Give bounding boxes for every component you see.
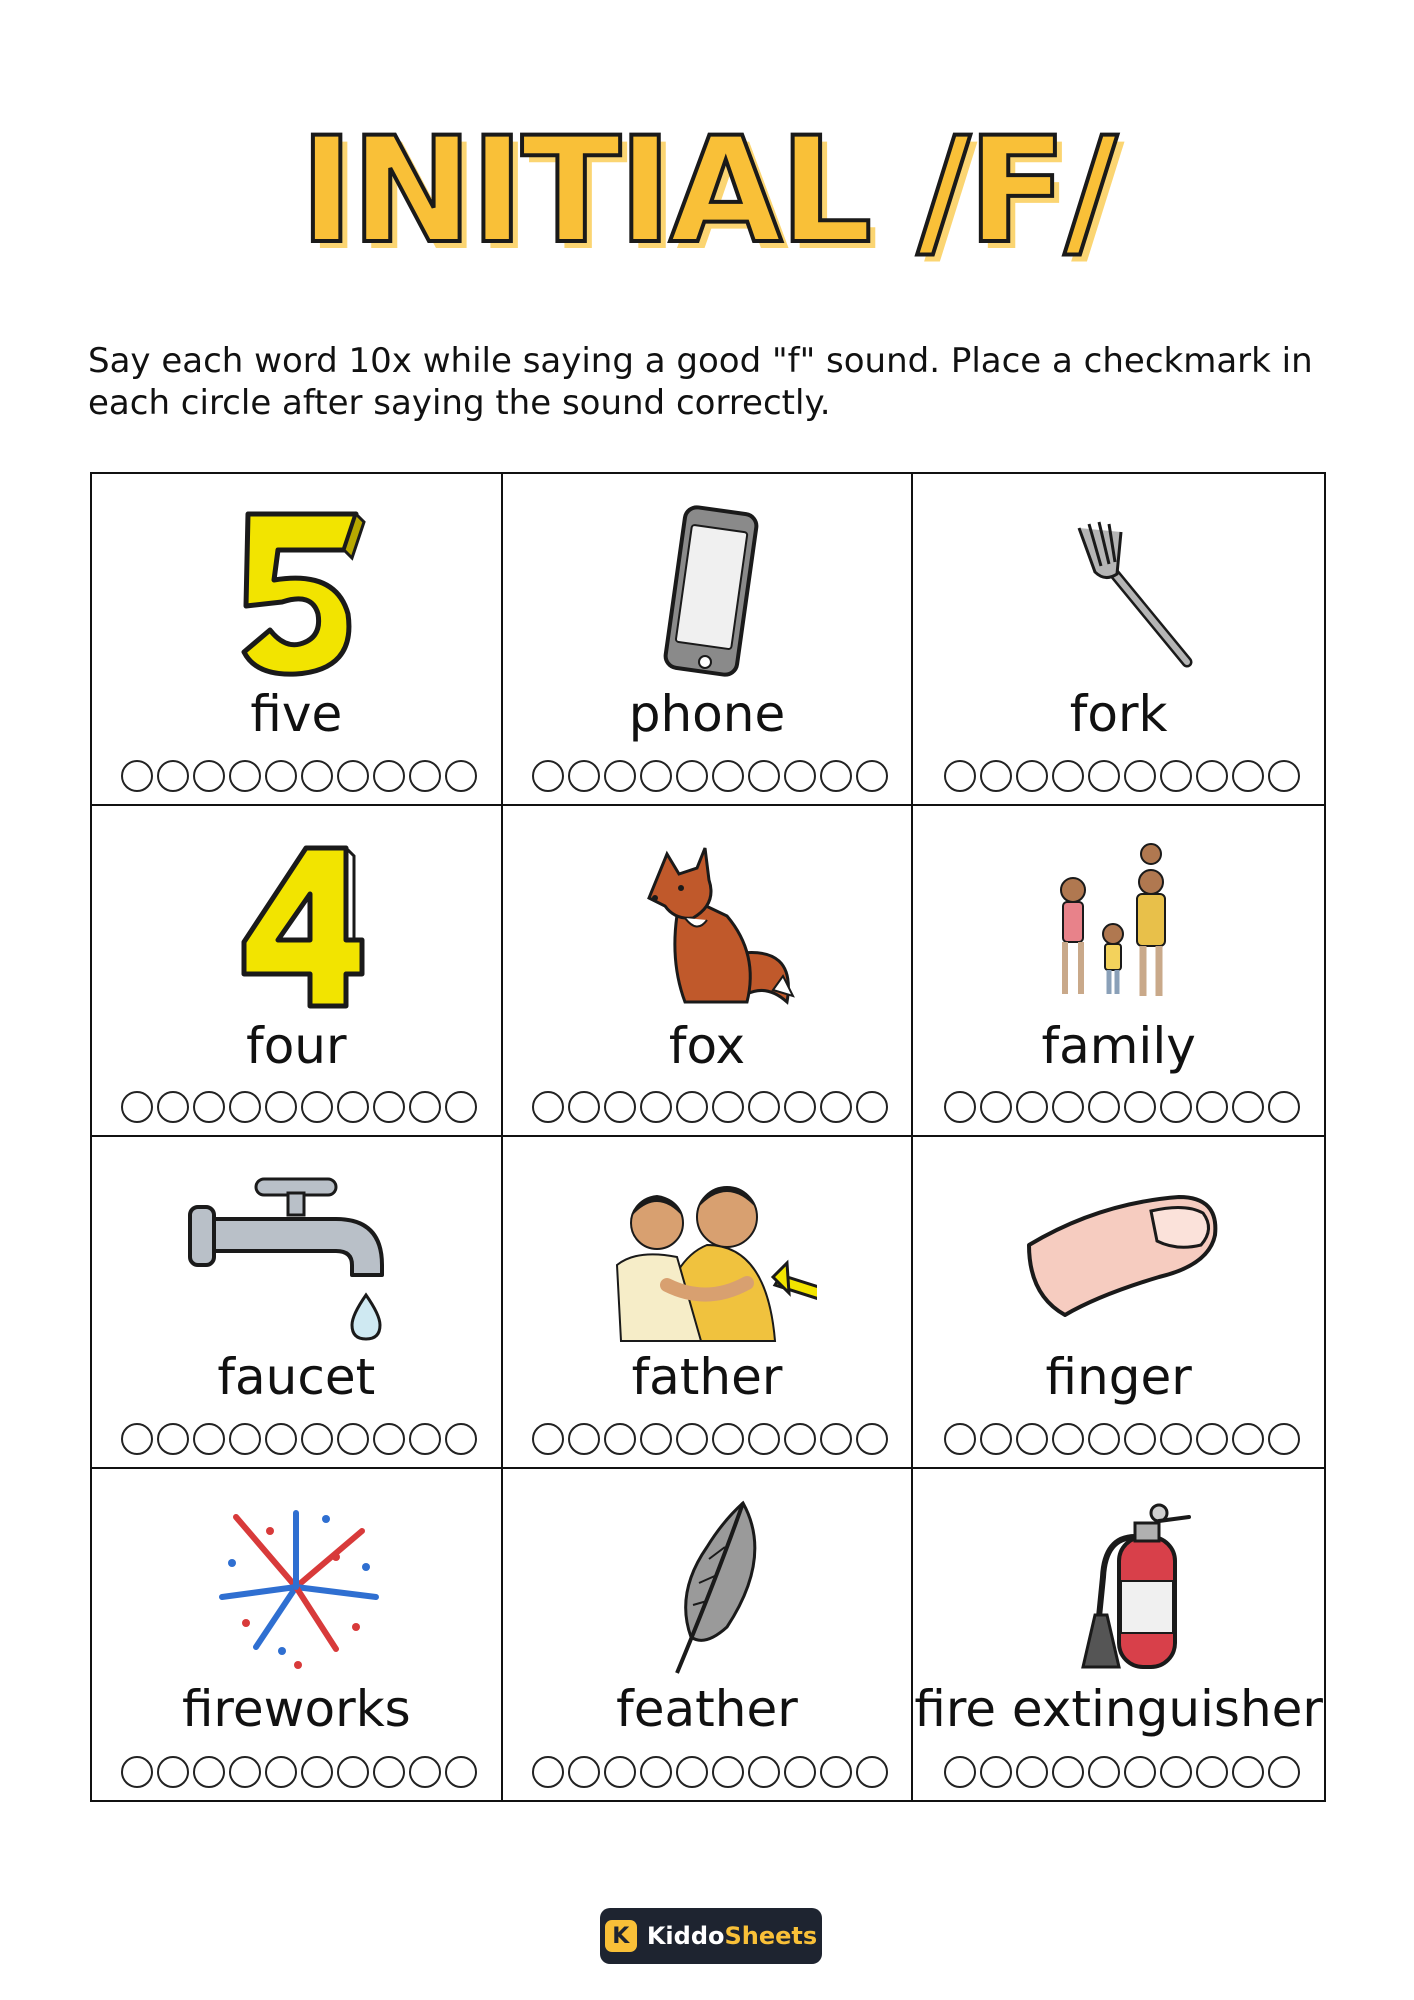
check-circle[interactable]	[157, 1091, 189, 1123]
word-label: phone	[628, 685, 786, 743]
check-circle[interactable]	[193, 1756, 225, 1788]
check-circle[interactable]	[373, 1756, 405, 1788]
check-circle[interactable]	[1232, 1423, 1264, 1455]
check-circle[interactable]	[409, 1423, 441, 1455]
check-circle[interactable]	[229, 1423, 261, 1455]
check-circle[interactable]	[784, 1091, 816, 1123]
check-circle[interactable]	[337, 1423, 369, 1455]
check-circle[interactable]	[337, 1756, 369, 1788]
check-circle[interactable]	[121, 1091, 153, 1123]
check-circle[interactable]	[1232, 760, 1264, 792]
check-circle[interactable]	[1124, 1423, 1156, 1455]
check-circle[interactable]	[409, 1756, 441, 1788]
check-circle[interactable]	[980, 760, 1012, 792]
word-label: fireworks	[181, 1679, 411, 1738]
check-circle[interactable]	[604, 1423, 636, 1455]
finger-icon	[1009, 1165, 1229, 1345]
check-circle[interactable]	[1232, 1756, 1264, 1788]
check-circle[interactable]	[265, 760, 297, 792]
check-circle[interactable]	[1088, 1756, 1120, 1788]
check-circle[interactable]	[301, 1756, 333, 1788]
checkmark-circles	[521, 1091, 900, 1123]
check-circle[interactable]	[712, 1091, 744, 1123]
check-circle[interactable]	[604, 1091, 636, 1123]
checkmark-circles	[110, 1091, 489, 1123]
check-circle[interactable]	[1160, 1423, 1192, 1455]
word-label: fire extinguisher	[914, 1679, 1323, 1738]
kiddosheets-logo	[600, 1908, 822, 1964]
word-card	[913, 1137, 1324, 1469]
word-label: finger	[1045, 1348, 1192, 1406]
check-circle[interactable]	[712, 1756, 744, 1788]
check-circle[interactable]	[445, 1756, 477, 1788]
check-circle[interactable]	[784, 1756, 816, 1788]
check-circle[interactable]	[337, 1091, 369, 1123]
check-circle[interactable]	[944, 1756, 976, 1788]
word-label: feather	[616, 1679, 798, 1738]
logo-letter: K	[605, 1920, 637, 1952]
check-circle[interactable]	[229, 1756, 261, 1788]
check-circle[interactable]	[121, 760, 153, 792]
check-circle[interactable]	[121, 1423, 153, 1455]
number-five-icon	[186, 502, 406, 682]
check-circle[interactable]	[409, 760, 441, 792]
check-circle[interactable]	[1196, 1756, 1228, 1788]
check-circle[interactable]	[337, 760, 369, 792]
check-circle[interactable]	[301, 1091, 333, 1123]
checkmark-circles	[521, 1756, 900, 1788]
word-card	[92, 1137, 503, 1469]
checkmark-circles	[931, 760, 1312, 792]
check-circle[interactable]	[820, 1423, 852, 1455]
word-grid	[90, 472, 1326, 1802]
check-circle[interactable]	[1088, 1091, 1120, 1123]
checkmark-circles	[521, 760, 900, 792]
word-label: fox	[668, 1016, 746, 1075]
instructions-text: Say each word 10x while saying a good "f" sound. Place a checkmark in each circle after saying the sound correctly.	[88, 341, 1313, 423]
faucet-icon	[186, 1165, 406, 1345]
checkmark-circles	[110, 1756, 489, 1788]
checkmark-circles	[110, 760, 489, 792]
check-circle[interactable]	[1088, 760, 1120, 792]
check-circle[interactable]	[748, 760, 780, 792]
check-circle[interactable]	[373, 1423, 405, 1455]
check-circle[interactable]	[980, 1756, 1012, 1788]
word-card	[92, 1469, 503, 1801]
check-circle[interactable]	[944, 1091, 976, 1123]
word-card	[913, 474, 1324, 806]
checkmark-circles	[931, 1423, 1312, 1455]
check-circle[interactable]	[1052, 1756, 1084, 1788]
checkmark-circles	[931, 1091, 1312, 1123]
check-circle[interactable]	[1268, 1756, 1300, 1788]
check-circle[interactable]	[1124, 1756, 1156, 1788]
check-circle[interactable]	[1196, 1091, 1228, 1123]
check-circle[interactable]	[1016, 1423, 1048, 1455]
check-circle[interactable]	[373, 1091, 405, 1123]
word-card	[913, 1469, 1324, 1801]
check-circle[interactable]	[568, 1756, 600, 1788]
check-circle[interactable]	[784, 1423, 816, 1455]
feather-icon	[597, 1497, 817, 1677]
check-circle[interactable]	[856, 1091, 888, 1123]
check-circle[interactable]	[640, 1091, 672, 1123]
check-circle[interactable]	[1016, 1756, 1048, 1788]
word-label: family	[1041, 1016, 1196, 1075]
checkmark-circles	[521, 1423, 900, 1455]
check-circle[interactable]	[409, 1091, 441, 1123]
check-circle[interactable]	[532, 1091, 564, 1123]
check-circle[interactable]	[121, 1756, 153, 1788]
word-card	[503, 1469, 914, 1801]
check-circle[interactable]	[676, 1423, 708, 1455]
check-circle[interactable]	[445, 760, 477, 792]
word-label: four	[246, 1016, 347, 1075]
check-circle[interactable]	[712, 760, 744, 792]
check-circle[interactable]	[856, 1423, 888, 1455]
check-circle[interactable]	[604, 1756, 636, 1788]
check-circle[interactable]	[1016, 760, 1048, 792]
check-circle[interactable]	[265, 1756, 297, 1788]
check-circle[interactable]	[980, 1423, 1012, 1455]
check-circle[interactable]	[568, 1423, 600, 1455]
word-card	[92, 806, 503, 1138]
check-circle[interactable]	[604, 760, 636, 792]
check-circle[interactable]	[1232, 1091, 1264, 1123]
fork-icon	[1009, 502, 1229, 682]
check-circle[interactable]	[568, 760, 600, 792]
check-circle[interactable]	[445, 1091, 477, 1123]
check-circle[interactable]	[1268, 1091, 1300, 1123]
word-card	[92, 474, 503, 806]
check-circle[interactable]	[193, 1423, 225, 1455]
check-circle[interactable]	[157, 1756, 189, 1788]
check-circle[interactable]	[1052, 760, 1084, 792]
check-circle[interactable]	[748, 1756, 780, 1788]
check-circle[interactable]	[157, 1423, 189, 1455]
check-circle[interactable]	[1160, 1756, 1192, 1788]
check-circle[interactable]	[1124, 1091, 1156, 1123]
word-label: faucet	[217, 1348, 376, 1406]
check-circle[interactable]	[1052, 1091, 1084, 1123]
check-circle[interactable]	[856, 1756, 888, 1788]
fox-icon	[597, 834, 817, 1014]
fire-extinguisher-icon	[1009, 1497, 1229, 1677]
check-circle[interactable]	[532, 1756, 564, 1788]
check-circle[interactable]	[568, 1091, 600, 1123]
check-circle[interactable]	[1088, 1423, 1120, 1455]
check-circle[interactable]	[301, 760, 333, 792]
check-circle[interactable]	[820, 760, 852, 792]
check-circle[interactable]	[1268, 1423, 1300, 1455]
check-circle[interactable]	[532, 1423, 564, 1455]
family-icon	[1009, 834, 1229, 1014]
word-card	[503, 806, 914, 1138]
page-title: INITIAL /F/	[299, 106, 1115, 276]
check-circle[interactable]	[640, 1756, 672, 1788]
check-circle[interactable]	[640, 1423, 672, 1455]
check-circle[interactable]	[1196, 760, 1228, 792]
check-circle[interactable]	[1160, 760, 1192, 792]
check-circle[interactable]	[193, 1091, 225, 1123]
checkmark-circles	[110, 1423, 489, 1455]
check-circle[interactable]	[712, 1423, 744, 1455]
check-circle[interactable]	[157, 760, 189, 792]
word-label: five	[250, 685, 343, 743]
logo-text	[647, 1922, 817, 1950]
phone-icon	[597, 502, 817, 682]
word-card	[913, 806, 1324, 1138]
word-card	[503, 474, 914, 806]
check-circle[interactable]	[748, 1091, 780, 1123]
check-circle[interactable]	[944, 1423, 976, 1455]
number-four-icon	[186, 834, 406, 1014]
logo-name-part1: Kiddo	[646, 1922, 725, 1950]
check-circle[interactable]	[1268, 760, 1300, 792]
father-hug-icon	[597, 1165, 817, 1345]
check-circle[interactable]	[676, 1091, 708, 1123]
check-circle[interactable]	[265, 1423, 297, 1455]
word-label: fork	[1069, 685, 1168, 743]
check-circle[interactable]	[944, 760, 976, 792]
check-circle[interactable]	[1016, 1091, 1048, 1123]
check-circle[interactable]	[748, 1423, 780, 1455]
check-circle[interactable]	[640, 760, 672, 792]
check-circle[interactable]	[301, 1423, 333, 1455]
fireworks-icon	[186, 1497, 406, 1677]
check-circle[interactable]	[193, 760, 225, 792]
check-circle[interactable]	[1196, 1423, 1228, 1455]
check-circle[interactable]	[676, 1756, 708, 1788]
check-circle[interactable]	[820, 1091, 852, 1123]
check-circle[interactable]	[532, 760, 564, 792]
check-circle[interactable]	[445, 1423, 477, 1455]
checkmark-circles	[931, 1756, 1312, 1788]
word-label: father	[631, 1348, 783, 1406]
check-circle[interactable]	[784, 760, 816, 792]
check-circle[interactable]	[820, 1756, 852, 1788]
check-circle[interactable]	[1160, 1091, 1192, 1123]
logo-name-part2: Sheets	[724, 1922, 818, 1950]
check-circle[interactable]	[373, 760, 405, 792]
word-card	[503, 1137, 914, 1469]
check-circle[interactable]	[229, 1091, 261, 1123]
check-circle[interactable]	[229, 760, 261, 792]
check-circle[interactable]	[856, 760, 888, 792]
check-circle[interactable]	[980, 1091, 1012, 1123]
check-circle[interactable]	[676, 760, 708, 792]
check-circle[interactable]	[1052, 1423, 1084, 1455]
check-circle[interactable]	[1124, 760, 1156, 792]
check-circle[interactable]	[265, 1091, 297, 1123]
